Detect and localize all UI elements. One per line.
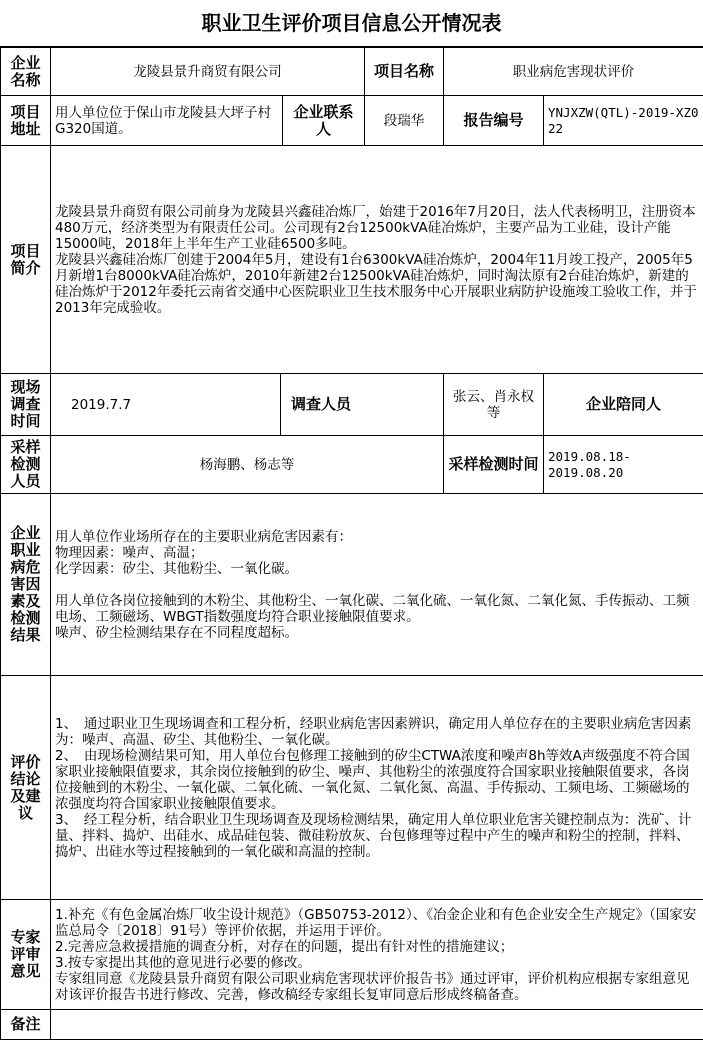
hazards-label: 企业职业病危害因素及检测结果 bbox=[1, 494, 51, 676]
hazards-line: 物理因素：噪声、高温； bbox=[55, 544, 204, 561]
remarks-value bbox=[51, 1010, 703, 1040]
survey-staff-value: 张云、肖永权等 bbox=[444, 374, 544, 436]
project-address-value: 用人单位位于保山市龙陵县大坪子村G320国道。 bbox=[51, 96, 283, 146]
hazards-line: 用人单位各岗位接触到的木粉尘、其他粉尘、一氧化碳、二氧化硫、一氧化氮、二氧化氮、手传振动、工频电场、工频磁场、WBGT指数强度均符合职业接触限值要求。 bbox=[55, 592, 690, 625]
hazards-text bbox=[51, 494, 703, 676]
sampling-time-value: 2019.08.18-2019.08.20 bbox=[544, 436, 703, 494]
sampling-staff-label: 采样检测人员 bbox=[1, 436, 51, 494]
project-name-value: 职业病危害现状评价 bbox=[444, 48, 703, 96]
expert-review-label: 专家评审意见 bbox=[1, 900, 51, 1010]
report-number-label: 报告编号 bbox=[444, 96, 544, 146]
intro-paragraph: 龙陵县兴鑫硅冶炼厂创建于2004年5月，建设有1台6300kVA硅冶炼炉，2004年11月竣工投产，2005年5月新增1台8000kVA硅冶炼炉，2010年新建2台12500kVA硅冶炼炉，同时淘汰原有2台硅冶炼炉，新建的硅冶炼炉于2012年委托云南省交通中心医院职业卫生技术服务中心开展职业病防护设施竣工验收工作，并于2013年完成验收。 bbox=[55, 251, 697, 316]
expert-item: 3.按专家提出其他的意见进行必要的修改。 bbox=[55, 954, 311, 971]
project-name-label: 项目名称 bbox=[365, 48, 444, 96]
survey-staff-label: 调查人员 bbox=[281, 374, 444, 436]
project-intro-text bbox=[51, 146, 703, 374]
report-number-value: YNJXZW(QTL)-2019-XZ022 bbox=[544, 96, 703, 146]
hazards-line: 化学因素：矽尘、其他粉尘、一氧化碳。 bbox=[55, 560, 298, 577]
hazards-line: 用人单位作业场所存在的主要职业病危害因素有： bbox=[55, 528, 352, 545]
evaluation-item: 3、 经工程分析，结合职业卫生现场调查及现场检测结果，确定用人单位职业危害关键控制点为：洗矿、计量、拌料、捣炉、出硅水、成品硅包装、微硅粉放灰、台包修理等过程中产生的噪声和粉尘的控制，拌料、捣炉、出硅水等过程接触到的一氧化碳和高温的控制。 bbox=[55, 811, 692, 860]
expert-item: 1.补充《有色金属冶炼厂收尘设计规范》（GB50753-2012）、《冶金企业和有色企业安全生产规定》（国家安监总局令〔2018〕91号）等评价依据，并运用于评价。 bbox=[55, 906, 697, 939]
intro-paragraph: 龙陵县景升商贸有限公司前身为龙陵县兴鑫硅冶炼厂，始建于2016年7月20日，法人代表杨明卫，注册资本480万元，经济类型为有限责任公司。公司现有2台12500kVA硅冶炼炉，主要产品为工业硅，设计产能15000吨，2018年上半年生产工业硅6500多吨。 bbox=[55, 203, 696, 252]
page-title: 职业卫生评价项目信息公开情况表 bbox=[0, 0, 703, 47]
contact-value: 段瑞华 bbox=[365, 96, 444, 146]
evaluation-label: 评价结论及建议 bbox=[1, 676, 51, 900]
contact-label: 企业联系人 bbox=[283, 96, 365, 146]
expert-item: 专家组同意《龙陵县景升商贸有限公司职业病危害现状评价报告书》通过评审，评价机构应根据专家组意见对该评价报告书进行修改、完善，修改稿经专家组长复审同意后形成终稿备查。 bbox=[55, 970, 690, 1003]
hazards-line: 噪声、矽尘检测结果存在不同程度超标。 bbox=[55, 624, 298, 641]
remarks-label: 备注 bbox=[1, 1010, 51, 1040]
sampling-staff-value: 杨海鹏、杨志等 bbox=[51, 436, 444, 494]
company-companion-label: 企业陪同人 bbox=[544, 374, 703, 436]
project-address-label: 项目地址 bbox=[1, 96, 51, 146]
evaluation-item: 2、 由现场检测结果可知，用人单位台包修理工接触到的矽尘CTWA浓度和噪声8h等效A声级强度不符合国家职业接触限值要求，其余岗位接触到的矽尘、噪声、其他粉尘的浓强度符合国家职业接触限值要求，各岗位接触到的木粉尘、一氧化碳、二氧化硫、一氧化氮、二氧化氮、高温、手传振动、工频电场、工频磁场的浓强度均符合国家职业接触限值要求。 bbox=[55, 747, 690, 812]
evaluation-item: 1、 通过职业卫生现场调查和工程分析，经职业病危害因素辨识，确定用人单位存在的主要职业病危害因素为：噪声、高温、矽尘、其他粉尘、一氧化碳。 bbox=[55, 715, 692, 748]
survey-time-label: 现场调查时间 bbox=[1, 374, 51, 436]
survey-time-value: 2019.7.7 bbox=[51, 374, 281, 436]
project-intro-label: 项目简介 bbox=[1, 146, 51, 374]
company-name-value: 龙陵县景升商贸有限公司 bbox=[51, 48, 365, 96]
evaluation-text bbox=[51, 676, 703, 900]
info-table bbox=[0, 47, 703, 1040]
company-name-label: 企业名称 bbox=[1, 48, 51, 96]
expert-item: 2.完善应急救援措施的调查分析，对存在的问题，提出有针对性的措施建议； bbox=[55, 938, 514, 955]
sampling-time-label: 采样检测时间 bbox=[444, 436, 544, 494]
expert-review-text bbox=[51, 900, 703, 1010]
